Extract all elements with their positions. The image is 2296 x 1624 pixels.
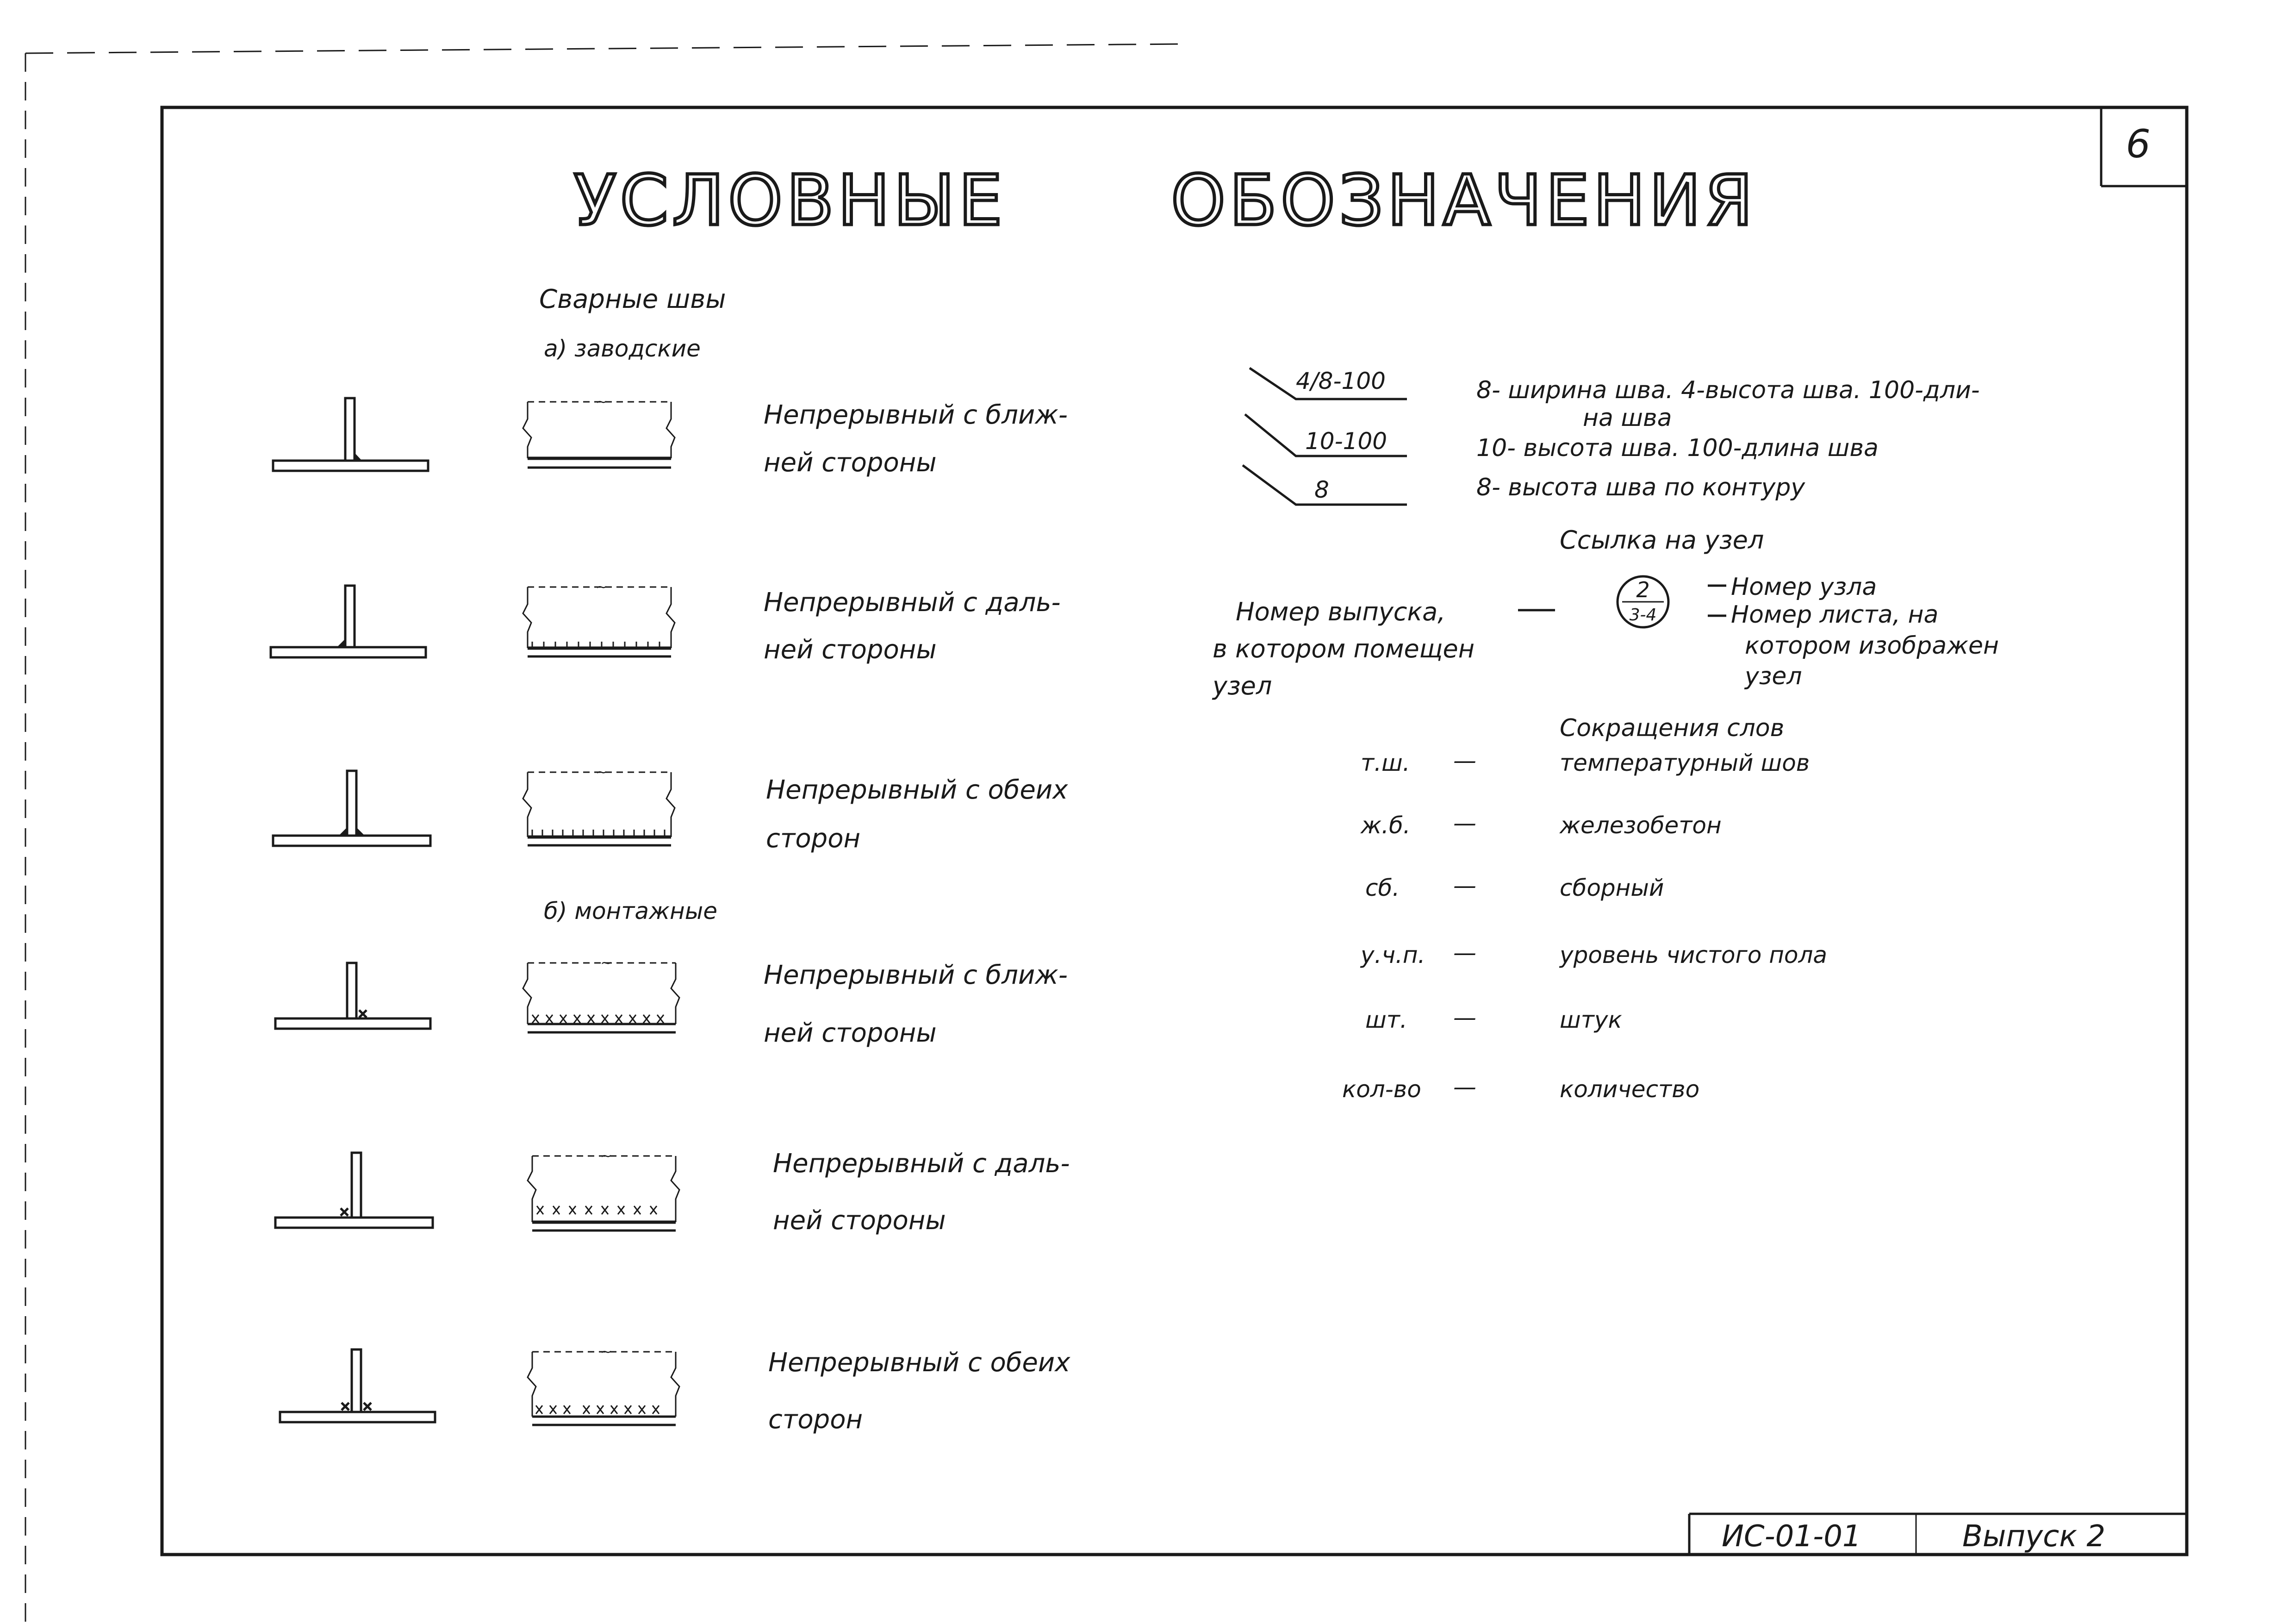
weld-seam-symbol xyxy=(523,579,675,656)
drawing-frame xyxy=(162,107,2187,1555)
node-number: 2 xyxy=(1636,577,1650,602)
factory-weld-1-line2: ней стороны xyxy=(764,448,937,478)
weld-mark-2 xyxy=(1245,414,1879,462)
weld-seam-symbol xyxy=(523,394,675,468)
abbr-6-dash: — xyxy=(1453,1074,1476,1100)
weld-mark-3-label: 8 xyxy=(1314,476,1329,503)
weld-mark-1-desc-line2: на шва xyxy=(1583,404,1672,432)
weld-seam-symbol xyxy=(528,1344,679,1425)
weld-mark-1 xyxy=(1250,368,1980,432)
title-left: УСЛОВНЫЕ xyxy=(574,161,1006,241)
svg-text:~: ~ xyxy=(600,1344,612,1360)
field-weld-2-line1: Непрерывный с даль- xyxy=(773,1149,1070,1179)
doc-code: ИС-01-01 xyxy=(1722,1519,1861,1554)
field-welds-heading: б) монтажные xyxy=(544,898,717,924)
field-weld-2-line2: ней стороны xyxy=(773,1206,946,1236)
abbreviations xyxy=(1342,714,1827,1103)
tee-joint-symbol xyxy=(273,398,428,471)
factory-weld-1-line1: Непрерывный с ближ- xyxy=(764,400,1068,430)
field-weld-3-line1: Непрерывный с обеих xyxy=(768,1348,1070,1378)
factory-weld-row-3 xyxy=(273,764,1068,854)
svg-text:~: ~ xyxy=(600,1148,612,1164)
sheet-number-box xyxy=(2101,107,2187,186)
title-block xyxy=(1689,1514,2187,1555)
tee-joint-symbol xyxy=(271,586,426,657)
abbr-1: т.ш. xyxy=(1361,750,1410,776)
weld-mark-1-desc-line1: 8- ширина шва. 4-высота шва. 100-дли- xyxy=(1476,376,1980,404)
factory-welds-heading: а) заводские xyxy=(544,335,701,362)
abbr-4-full: уровень чистого пола xyxy=(1560,942,1828,968)
abbr-1-full: температурный шов xyxy=(1560,750,1810,776)
node-ref-right-line1: Номер листа, на xyxy=(1731,601,1939,629)
node-ref-right-line3: узел xyxy=(1745,662,1802,690)
tee-joint-symbol xyxy=(275,963,430,1029)
sheet-number: 6 xyxy=(2126,121,2151,167)
weld-mark-3-desc-line1: 8- высота шва по контуру xyxy=(1476,474,1805,501)
abbr-4-dash: — xyxy=(1453,939,1476,966)
abbr-3-full: сборный xyxy=(1560,874,1664,901)
weld-seam-symbol xyxy=(523,955,679,1032)
weld-mark-2-label: 10-100 xyxy=(1305,428,1388,455)
svg-text:~: ~ xyxy=(600,955,612,971)
abbr-4: у.ч.п. xyxy=(1361,942,1425,968)
tee-joint-symbol xyxy=(273,771,430,846)
node-sheet-ref: 3-4 xyxy=(1629,606,1657,625)
title-right: ОБОЗНАЧЕНИЯ xyxy=(1171,161,1757,241)
field-weld-3-line2: сторон xyxy=(768,1405,863,1435)
tee-joint-symbol xyxy=(275,1153,433,1228)
abbr-2-dash: — xyxy=(1453,810,1476,837)
svg-text:~: ~ xyxy=(596,394,608,410)
weld-mark-2-desc-line1: 10- высота шва. 100-длина шва xyxy=(1476,434,1879,462)
node-ref-left-line3: узел xyxy=(1213,671,1272,700)
abbr-5-full: штук xyxy=(1560,1006,1622,1033)
field-weld-row-2 xyxy=(275,1148,1070,1236)
factory-weld-2-line2: ней стороны xyxy=(764,635,937,665)
node-ref-right-line2: котором изображен xyxy=(1745,632,1999,660)
node-callout-circle xyxy=(1618,576,1668,627)
node-ref-heading: Ссылка на узел xyxy=(1560,525,1764,555)
weld-mark-3 xyxy=(1243,465,1805,505)
issue-label: Выпуск 2 xyxy=(1962,1519,2106,1554)
field-weld-row-1 xyxy=(275,955,1068,1048)
abbr-5: шт. xyxy=(1365,1006,1407,1033)
field-weld-1-line2: ней стороны xyxy=(764,1018,937,1048)
abbr-3-dash: — xyxy=(1453,872,1476,899)
abbreviations-heading: Сокращения слов xyxy=(1560,714,1785,742)
factory-weld-row-2 xyxy=(271,579,1061,665)
tee-joint-symbol xyxy=(280,1349,435,1422)
node-ref-right-top: Номер узла xyxy=(1731,573,1877,601)
node-ref-left-line1: Номер выпуска, xyxy=(1236,597,1446,626)
weld-seam-symbol xyxy=(523,764,675,845)
factory-weld-3-line2: сторон xyxy=(766,824,861,854)
factory-weld-row-1 xyxy=(273,394,1068,478)
svg-text:~: ~ xyxy=(596,764,608,781)
abbr-2: ж.б. xyxy=(1361,812,1411,839)
node-reference xyxy=(1212,525,1999,700)
factory-weld-2-line1: Непрерывный с даль- xyxy=(764,587,1061,618)
abbr-6-full: количество xyxy=(1560,1076,1700,1103)
weld-seam-symbol xyxy=(528,1148,679,1230)
sheet-edges xyxy=(25,44,1185,1624)
svg-text:~: ~ xyxy=(596,579,608,595)
node-ref-left-line2: в котором помещен xyxy=(1213,634,1475,663)
welds-heading: Сварные швы xyxy=(539,284,726,314)
abbr-6: кол-во xyxy=(1342,1076,1421,1103)
factory-weld-3-line1: Непрерывный с обеих xyxy=(766,775,1068,805)
abbr-2-full: железобетон xyxy=(1560,812,1722,839)
abbr-1-dash: — xyxy=(1453,747,1476,774)
field-weld-1-line1: Непрерывный с ближ- xyxy=(764,960,1068,990)
field-weld-row-3 xyxy=(280,1344,1070,1435)
abbr-5-dash: — xyxy=(1453,1004,1476,1031)
abbr-3: сб. xyxy=(1365,874,1400,901)
weld-mark-1-label: 4/8-100 xyxy=(1296,368,1386,394)
